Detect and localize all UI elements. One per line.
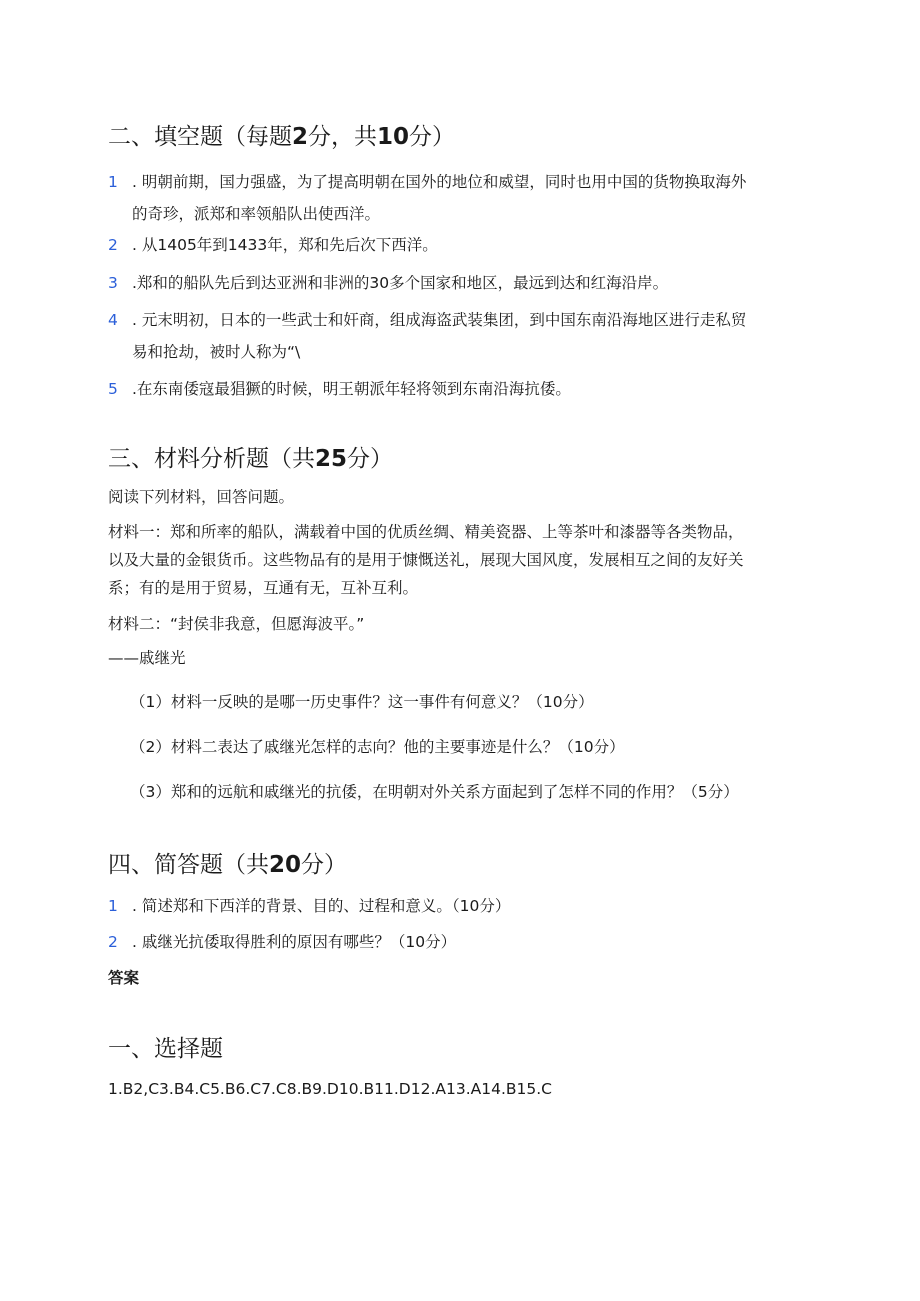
fill-blank-item: 2 . 从1405年到1433年，郑和先后次下西洋。 (108, 236, 438, 254)
fill-blank-item: 3 .郑和的船队先后到达亚洲和非洲的30多个国家和地区，最远到达和红海沿岸。 (108, 274, 669, 292)
answer-label: 答案 (108, 969, 140, 987)
multiple-choice-answers: 1.B2,C3.B4.C5.B6.C7.C8.B9.D10.B11.D12.A13.A14.B15.C (108, 1080, 552, 1098)
analysis-question: （1）材料一反映的是哪一历史事件？这一事件有何意义？（10分） (130, 693, 594, 711)
section-fill-blank-title: 二、填空题（每题2分，共10分） (108, 124, 456, 150)
short-answer-item: 1 . 简述郑和下西洋的背景、目的、过程和意义。（10分） (108, 897, 511, 915)
material-two-source: ——戚继光 (108, 649, 186, 667)
material-two: 材料二：“封侯非我意，但愿海波平。” (108, 615, 365, 633)
analysis-question: （3）郑和的远航和戚继光的抗倭，在明朝对外关系方面起到了怎样不同的作用？（5分） (130, 783, 739, 801)
material-one-line: 系；有的是用于贸易，互通有无，互补互利。 (108, 579, 419, 597)
fill-blank-item: 4 . 元末明初，日本的一些武士和奸商，组成海盗武装集团，到中国东南沿海地区进行走私贸 易和抢劫，被时人称为“\ (108, 311, 747, 361)
section-multiple-choice-title: 一、选择题 (108, 1036, 223, 1062)
material-one-line: 材料一：郑和所率的船队，满载着中国的优质丝绸、精美瓷器、上等茶叶和漆器等各类物品， (108, 523, 744, 541)
section-material-analysis-title: 三、材料分析题（共25分） (108, 446, 394, 472)
material-intro: 阅读下列材料，回答问题。 (108, 488, 295, 506)
section-short-answer-title: 四、简答题（共20分） (108, 852, 348, 878)
material-one-line: 以及大量的金银货币。这些物品有的是用于慷慨送礼，展现大国风度，发展相互之间的友好关 (108, 551, 744, 569)
short-answer-item: 2 . 戚继光抗倭取得胜利的原因有哪些？（10分） (108, 933, 457, 951)
analysis-question: （2）材料二表达了戚继光怎样的志向？他的主要事迹是什么？（10分） (130, 738, 625, 756)
fill-blank-item: 1 . 明朝前期，国力强盛，为了提高明朝在国外的地位和威望，同时也用中国的货物换取海外 的奇珍，派郑和率领船队出使西洋。 (108, 173, 747, 223)
fill-blank-item: 5 .在东南倭寇最猖獗的时候，明王朝派年轻将领到东南沿海抗倭。 (108, 380, 571, 398)
